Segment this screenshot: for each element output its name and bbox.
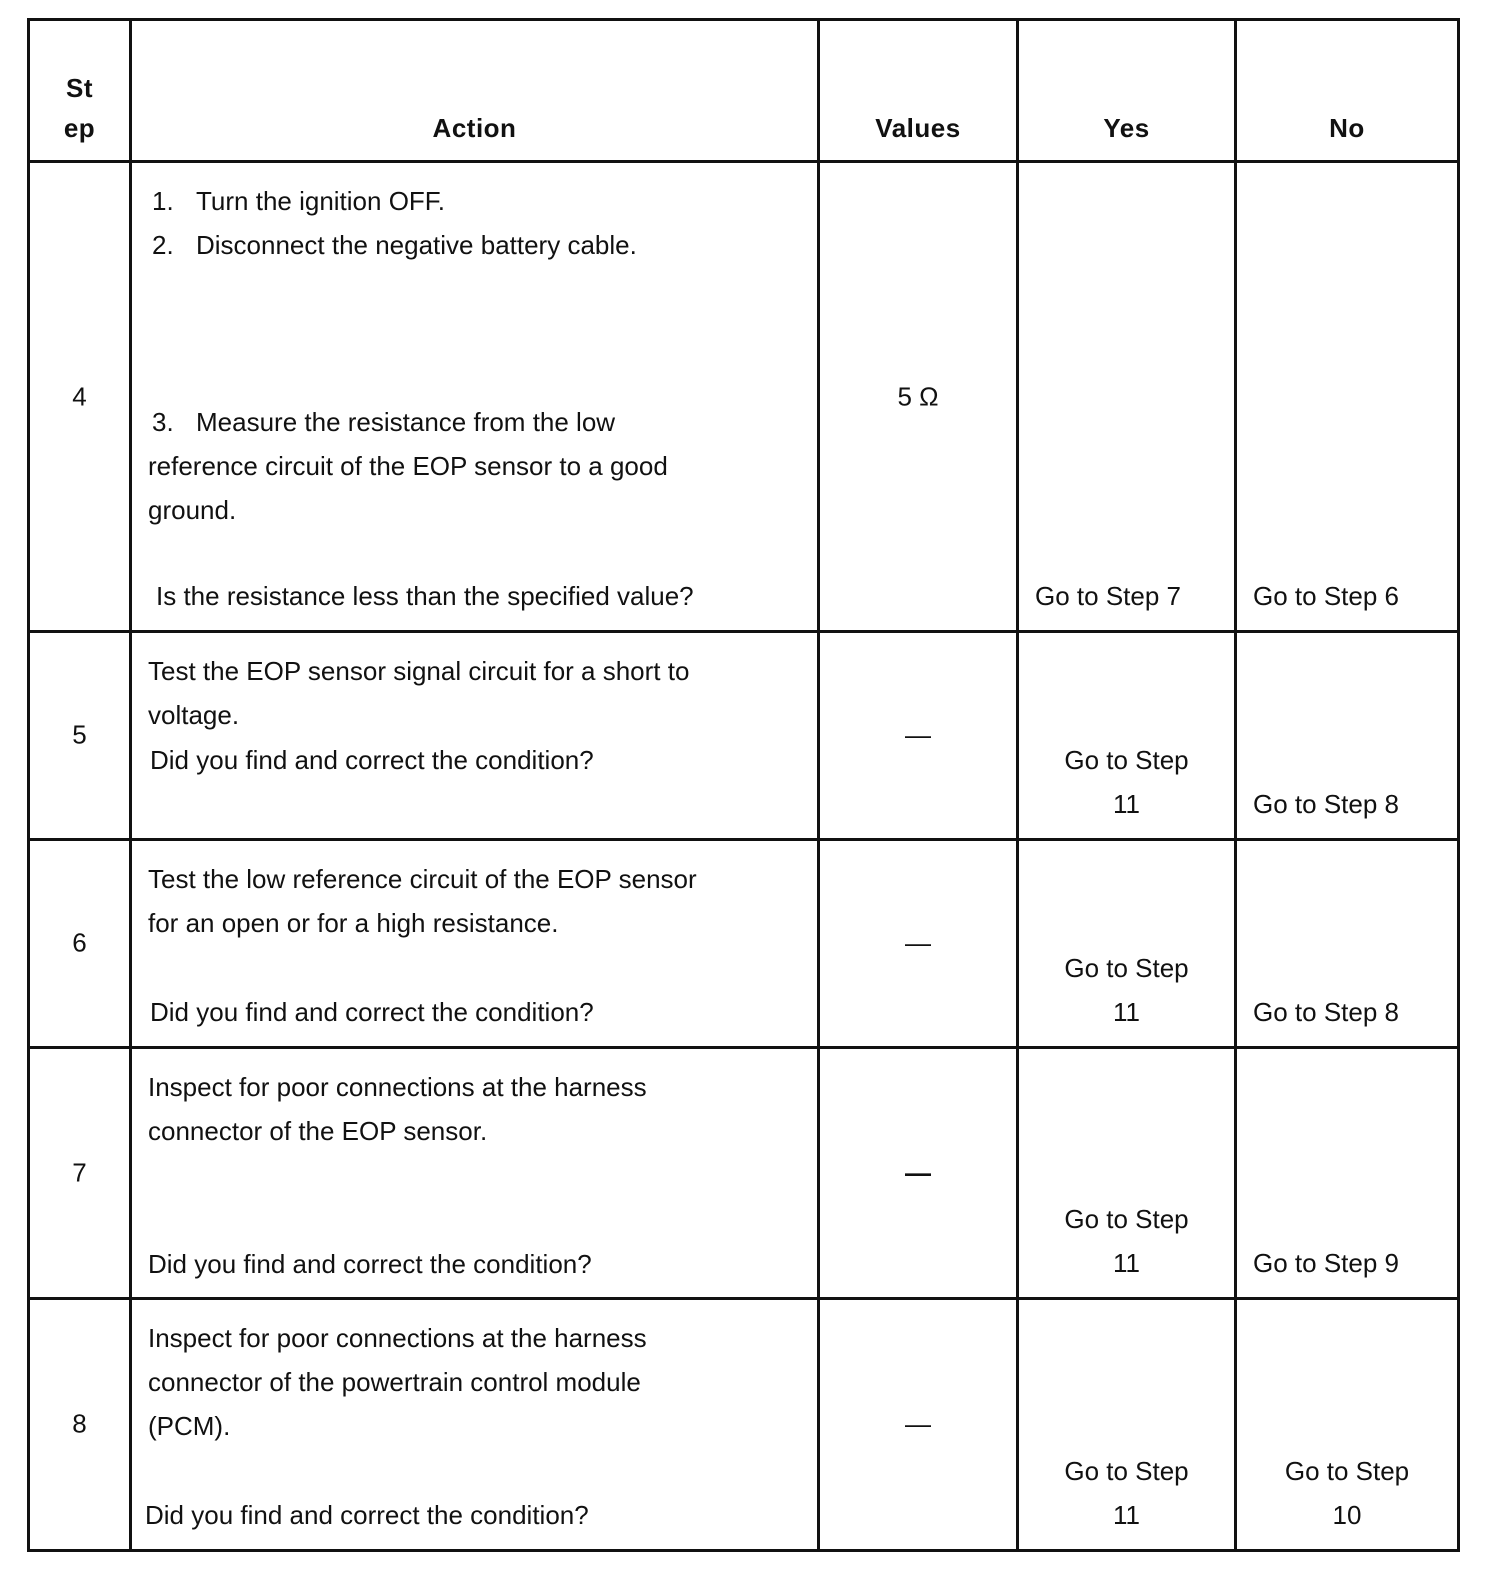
action-item-2-number: 2. [152,230,174,261]
value-cell [819,839,1018,1047]
yes-goto: Go to Step 7 [1035,581,1181,612]
value-dash: — [905,1157,931,1188]
step-cell [29,632,131,839]
step-cell [29,162,131,632]
action-line-1: Test the low reference circuit of the EOP sensor [148,863,697,894]
no-cell [1236,162,1459,632]
action-question: Did you find and correct the condition? [148,1248,592,1279]
table-row [29,162,1459,632]
value-cell [819,632,1018,839]
no-cell [1236,1298,1459,1550]
table-row [29,1298,1459,1550]
action-line-1: Inspect for poor connections at the harness [148,1071,647,1102]
yes-goto-line2: 11 [1113,1500,1140,1530]
action-cell [131,1047,819,1298]
header-yes [1018,20,1236,162]
yes-goto-line1: Go to Step [1064,744,1189,775]
action-line-1: Test the EOP sensor signal circuit for a short to [148,656,690,687]
action-question: Did you find and correct the condition? [150,745,594,776]
no-cell [1236,839,1459,1047]
diagnostic-table [27,18,1460,1552]
table-row [29,632,1459,839]
header-values [819,20,1018,162]
header-yes-label: Yes [1103,113,1150,144]
yes-goto-line2: 11 [1113,1247,1140,1278]
yes-goto-line2: 11 [1113,996,1140,1027]
yes-goto [1019,946,1234,1034]
table-row [29,839,1459,1047]
step-number: 8 [72,1408,87,1439]
no-goto: Go to Step 8 [1253,788,1399,819]
yes-goto-line1: Go to Step [1064,952,1189,983]
yes-cell [1018,632,1236,839]
action-line-2: connector of the powertrain control module [148,1366,641,1397]
header-step-line1: St [66,73,93,104]
table-row [29,1047,1459,1298]
yes-cell [1018,1298,1236,1550]
yes-goto [1019,738,1234,826]
header-action [131,20,819,162]
action-item-3-number: 3. [152,407,174,438]
action-item-3-line2: reference circuit of the EOP sensor to a good [148,451,668,482]
value-cell [819,1298,1018,1550]
no-cell [1236,1047,1459,1298]
step-number: 4 [72,381,87,412]
action-item-1-number: 1. [152,186,174,217]
yes-goto [1019,1449,1234,1537]
no-goto-line2: 10 [1332,1500,1362,1530]
action-question: Is the resistance less than the specified value? [156,581,694,612]
step-cell [29,1298,131,1550]
header-action-label: Action [432,113,517,144]
step-number: 7 [72,1157,87,1188]
action-item-2 [152,223,777,267]
action-item-1-text: Turn the ignition OFF. [196,186,446,217]
yes-goto-line1: Go to Step [1064,1456,1189,1486]
action-line-2: for an open or for a high resistance. [148,907,559,938]
action-item-2-text: Disconnect the negative battery cable. [196,230,637,261]
action-cell [131,632,819,839]
action-line-2: voltage. [148,700,240,731]
table-header-row [29,20,1459,162]
value-dash: — [905,927,931,958]
no-goto: Go to Step 8 [1253,996,1399,1027]
header-step [29,20,131,162]
yes-cell [1018,839,1236,1047]
header-no [1236,20,1459,162]
value-dash: — [905,719,931,750]
yes-cell [1018,162,1236,632]
value-cell [819,1047,1018,1298]
no-goto-line1: Go to Step [1284,1456,1410,1486]
step-number: 5 [72,719,87,750]
action-line-2: connector of the EOP sensor. [148,1115,488,1146]
value-text: 5 Ω [897,381,939,412]
action-cell [131,1298,819,1550]
header-values-label: Values [875,113,961,144]
action-question: Did you find and correct the condition? [145,1499,589,1530]
step-cell [29,1047,131,1298]
action-line-3: (PCM). [148,1410,231,1441]
action-cell [131,839,819,1047]
header-step-line2: ep [63,113,96,144]
step-number: 6 [72,927,87,958]
step-cell [29,839,131,1047]
action-item-3-line1: Measure the resistance from the low [196,407,616,438]
yes-goto-line1: Go to Step [1064,1203,1189,1234]
action-cell [131,162,819,632]
no-goto [1237,1449,1457,1537]
yes-goto-line2: 11 [1113,788,1140,819]
diagnostic-table-page [27,18,1457,1552]
action-line-1: Inspect for poor connections at the harness [148,1322,647,1353]
action-item-1 [152,179,777,223]
yes-goto [1019,1197,1234,1285]
value-cell [819,162,1018,632]
no-goto: Go to Step 9 [1253,1247,1399,1278]
yes-cell [1018,1047,1236,1298]
action-item-3-line3: ground. [148,495,237,526]
header-no-label: No [1329,113,1365,144]
action-item-3 [152,400,777,444]
no-goto: Go to Step 6 [1253,581,1399,612]
action-question: Did you find and correct the condition? [150,996,594,1027]
value-dash: — [905,1408,931,1439]
no-cell [1236,632,1459,839]
